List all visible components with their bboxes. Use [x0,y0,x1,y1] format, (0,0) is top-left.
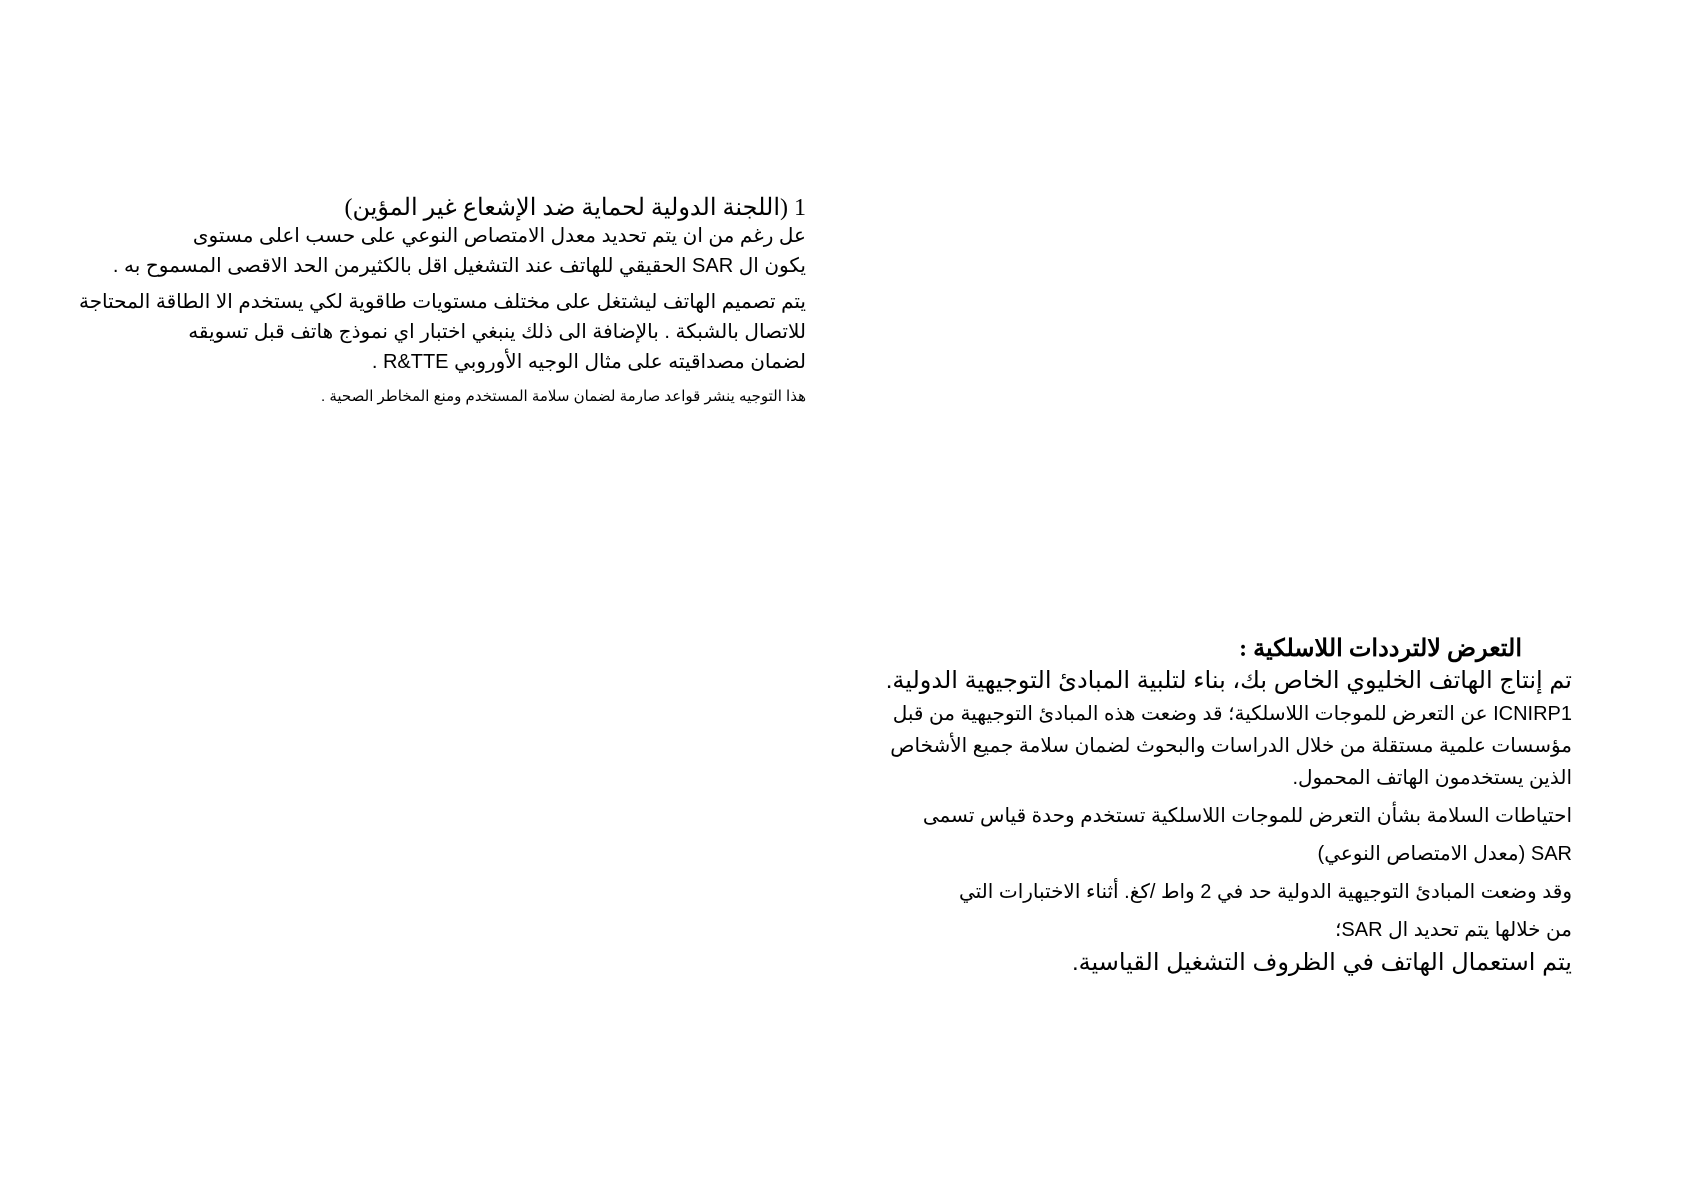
footnote-line: لضمان مصداقيته على مثال الوجيه الأوروبي R&TTE . [371,351,806,373]
section-title: التعرض لالترددات اللاسلكية : [1239,636,1522,662]
paragraph-line: احتياطات السلامة بشأن التعرض للموجات اللاسلكية تستخدم وحدة قياس تسمى [922,805,1572,827]
icnirp-footnote-section [78,195,806,407]
paragraph-line: وقد وضعت المبادئ التوجيهية الدولية حد في 2 واط /كغ. أثناء الاختبارات التي [958,881,1572,903]
footnote-line: يكون ال SAR الحقيقي للهاتف عند التشغيل اقل بالكثيرمن الحد الاقصى المسموح به . [112,255,806,277]
paragraph-line: ICNIRP1 عن التعرض للموجات اللاسلكية؛ قد وضعت هذه المبادئ التوجيهية من قبل [892,703,1572,725]
footnote-line: للاتصال بالشبكة . بالإضافة الى ذلك ينبغي اختبار اي نموذج هاتف قبل تسويقه [188,321,806,343]
paragraph-line: الذين يستخدمون الهاتف المحمول. [1292,767,1572,789]
footnote-line: يتم تصميم الهاتف ليشتغل على مختلف مستويات طاقوية لكي يستخدم الا الطاقة المحتاجة [78,291,806,313]
footnote-heading: 1 (اللجنة الدولية لحماية ضد الإشعاع غير المؤين) [344,195,806,221]
closing-line: يتم استعمال الهاتف في الظروف التشغيل القياسية. [1071,949,1572,976]
rf-exposure-section [852,634,1572,980]
lead-paragraph: تم إنتاج الهاتف الخليوي الخاص بك، بناء لتلبية المبادئ التوجيهية الدولية. [885,667,1572,694]
paragraph-line: من خلالها يتم تحديد ال SAR؛ [1335,919,1572,941]
paragraph-line: مؤسسات علمية مستقلة من خلال الدراسات والبحوث لضمان سلامة جميع الأشخاص [890,735,1572,757]
footnote-line: عل رغم من ان يتم تحديد معدل الامتصاص النوعي على حسب اعلى مستوى [192,225,806,247]
paragraph-line: SAR (معدل الامتصاص النوعي) [1317,843,1572,865]
directive-note: هذا التوجيه ينشر قواعد صارمة لضمان سلامة المستخدم ومنع المخاطر الصحية . [321,388,806,405]
